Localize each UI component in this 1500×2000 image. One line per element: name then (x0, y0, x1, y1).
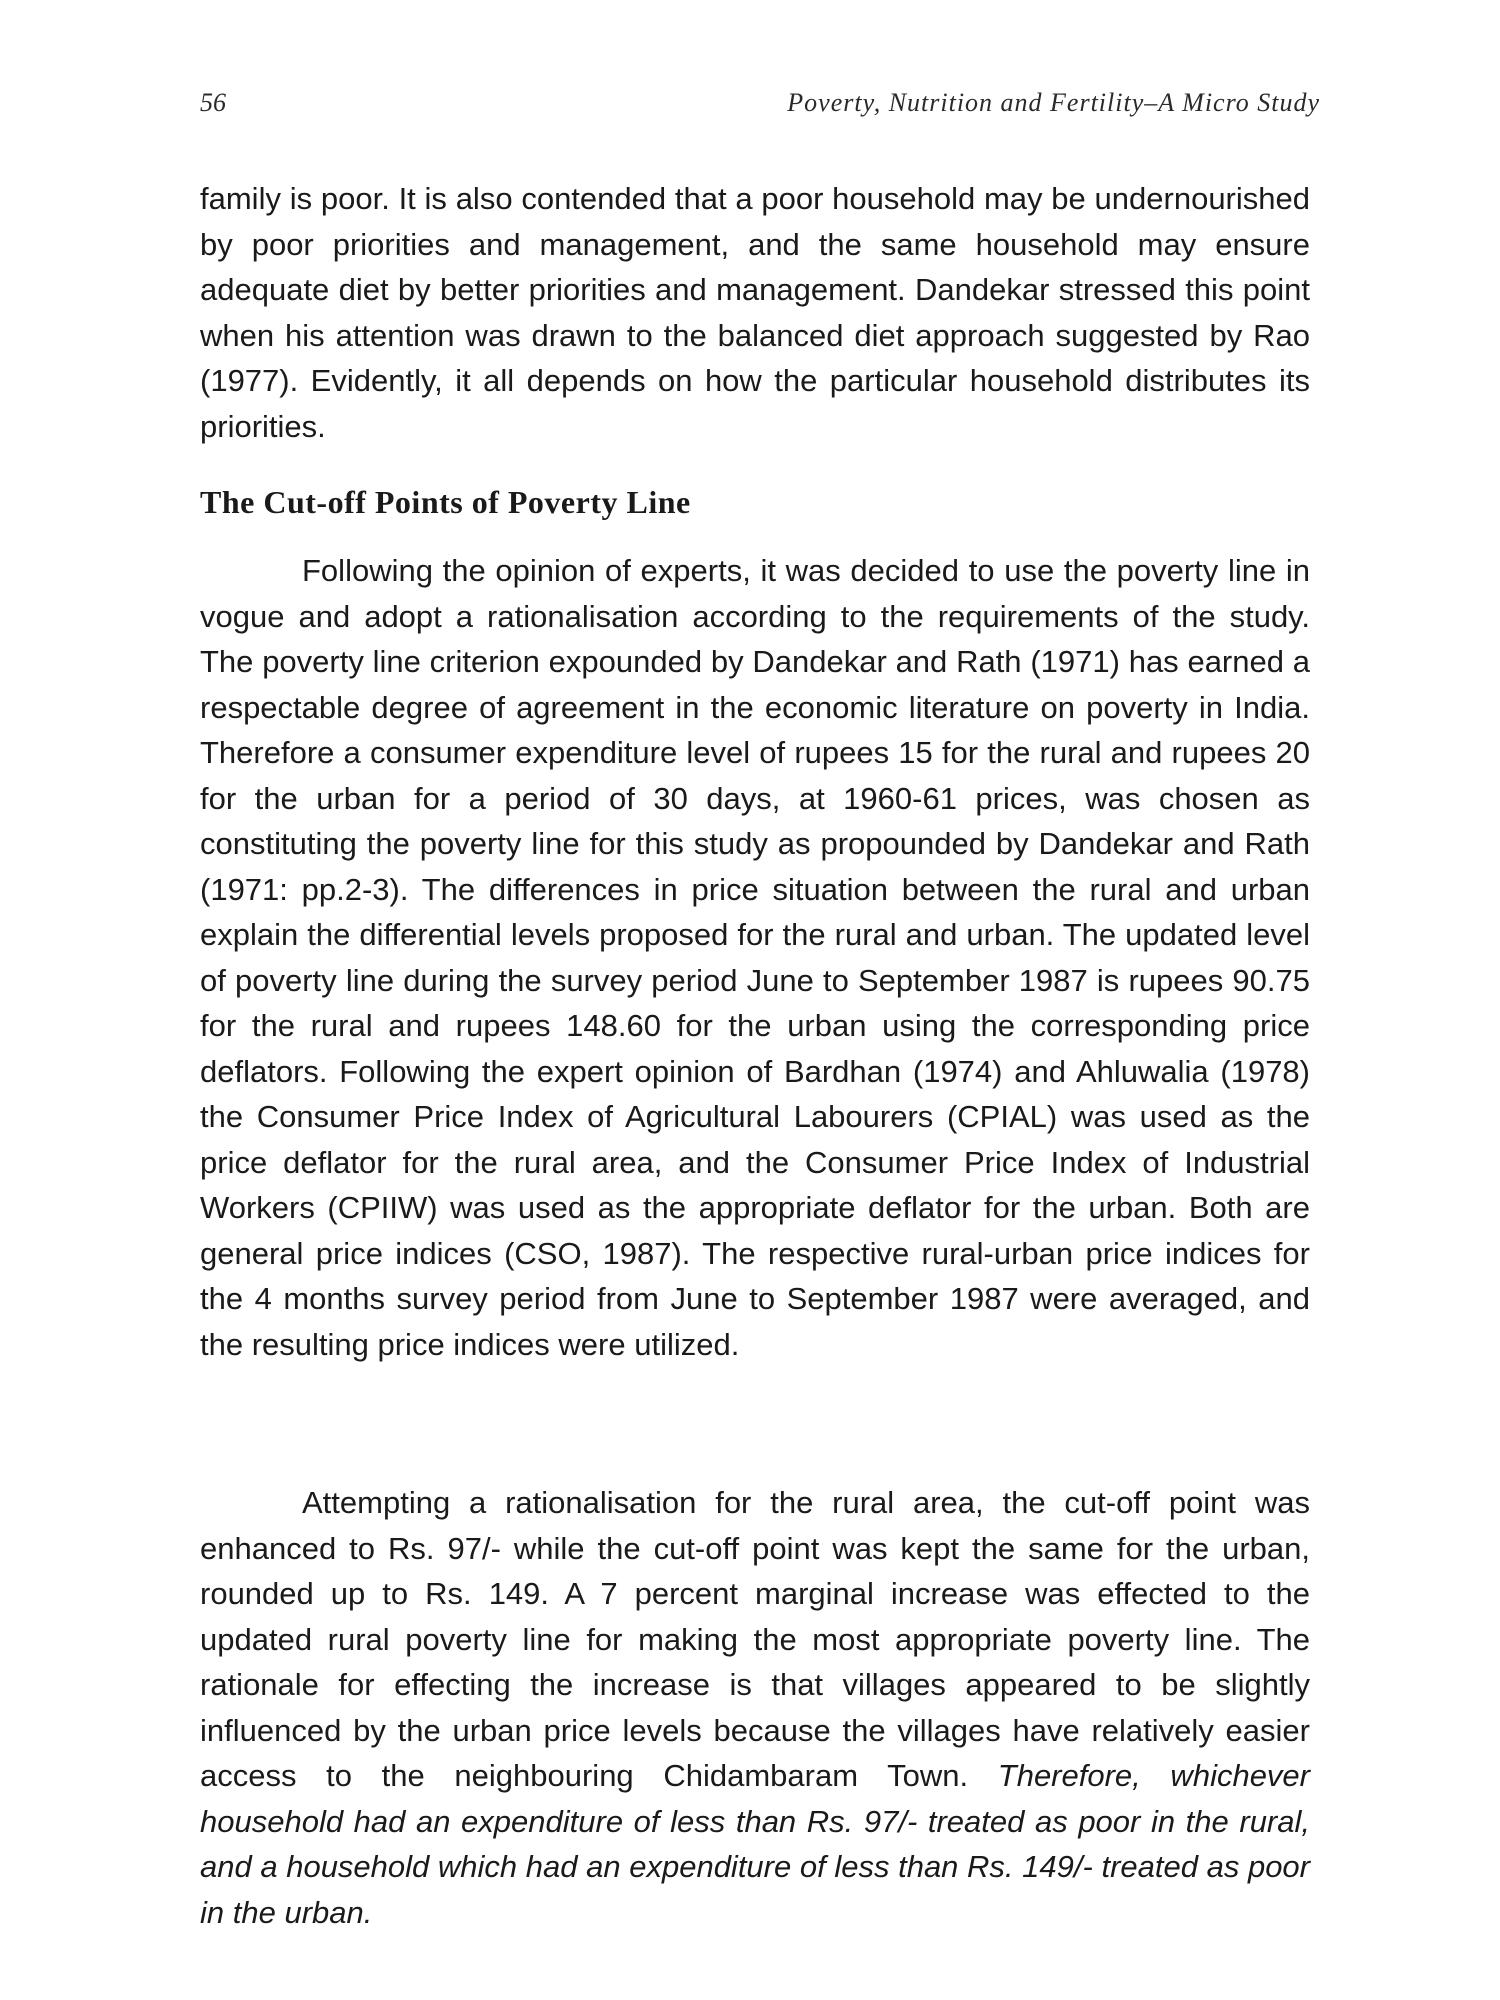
paragraph-intro: family is poor. It is also contended that a poor household may be undernourished by poor priorities and management, and the same household may ensure adequate diet by better priorities and management. Dandekar stressed this point when his attention was drawn to the balanced diet approach suggested by Rao (1977). Evidently, it all depends on how the particular household distributes its priorities. (200, 181, 1310, 444)
section-heading: The Cut-off Points of Poverty Line (200, 484, 691, 520)
page-number: 56 (200, 88, 226, 117)
paragraph-poverty-line: Following the opinion of experts, it was decided to use the poverty line in vogue and adopt a rationalisation according to the requirements of the study. The poverty line criterion expounded by Dandekar and Rath (1971) has earned a respectable degree of agreement in the economic literature on poverty in India. Therefore a consumer expenditure level of rupees 15 for the rural and rupees 20 for the urban for a period of 30 days, at 1960-61 prices, was chosen as constituting the poverty line for this study as propounded by Dandekar and Rath (1971: pp.2-3). The differences in price situation between the rural and urban explain the differential levels proposed for the rural and urban. The updated level of poverty line during the survey period June to September 1987 is rupees 90.75 for the rural and rupees 148.60 for the urban using the corresponding price deflators. Following the expert opinion of Bardhan (1974) and Ahluwalia (1978) the Consumer Price Index of Agricultural Labourers (CPIAL) was used as the price deflator for the rural area, and the Consumer Price Index of Industrial Workers (CPIIW) was used as the appropriate deflator for the urban. Both are general price indices (CSO, 1987). The respective rural-urban price indices for the 4 months survey period from June to September 1987 were averaged, and the resulting price indices were utilized. (200, 553, 1310, 1362)
running-header (200, 88, 1320, 128)
running-title: Poverty, Nutrition and Fertility–A Micro Study (787, 88, 1320, 117)
paragraph-rationalisation-regular: Attempting a rationalisation for the rural area, the cut-off point was enhanced to Rs. 97/- while the cut-off point was kept the same for the urban, rounded up to Rs. 149. A 7 percent marginal increase was effected to the updated rural poverty line for making the most appropriate poverty line. The rationale for effecting the increase is that villages appeared to be slightly influenced by the urban price levels because the villages have relatively easier access to the neighbouring Chidambaram Town. (200, 1485, 1310, 1793)
paragraph-rationalisation (200, 1480, 1310, 1935)
paragraph-rationalisation-italic: Therefore, whichever household had an expenditure of less than Rs. 97/- treated as poor in the rural, and a household which had an expenditure of less than Rs. 149/- treated as poor in the urban. (200, 1758, 1310, 1930)
